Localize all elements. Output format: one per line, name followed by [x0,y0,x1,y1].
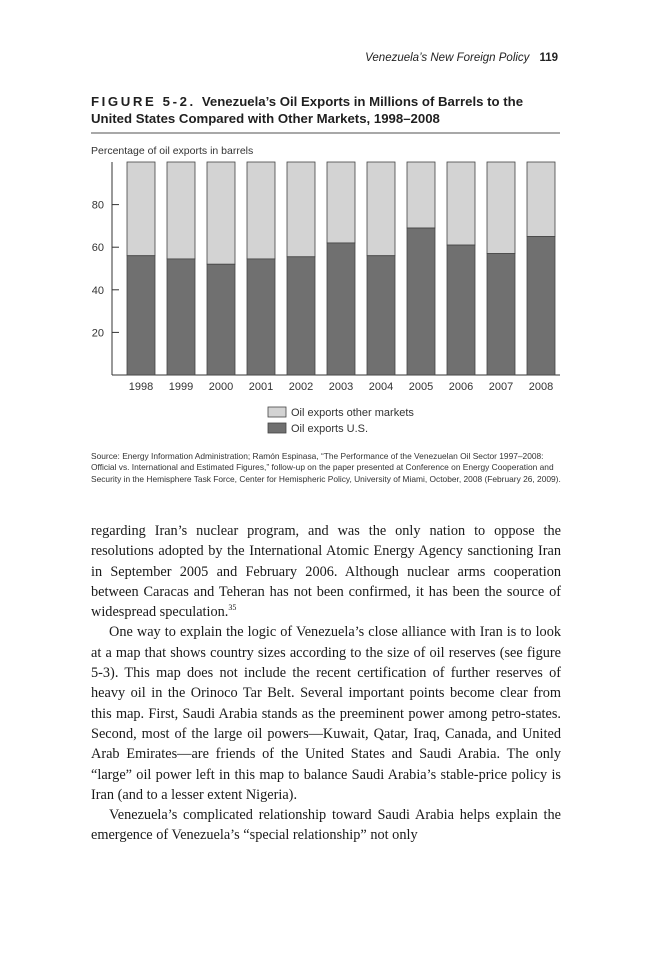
bar-other-markets [247,162,275,259]
bar-other-markets [207,162,235,264]
bar-us [327,243,355,375]
x-tick-label: 2004 [368,381,394,393]
paragraph-1-text: regarding Iran’s nuclear program, and was the only nation to oppose the resolutions adopted by the International Atomic Energy Agency sanctioning Iran in September 2005 and February 2006. Although nuclear arms cooperation between Caracas and Teheran has not been confirmed, it has been the source of widespread speculation. [91,523,561,621]
bar-other-markets [527,162,555,237]
bar-us [367,256,395,375]
figure-number: FIGURE 5-2. [91,94,196,109]
x-tick-label: 2000 [208,381,234,393]
legend-swatch [268,407,286,417]
y-tick-label: 20 [91,327,104,340]
paragraph-1 [91,521,561,622]
page-number: 119 [539,52,558,64]
footnote-ref: 35 [228,603,237,613]
x-tick-label: 1999 [168,381,194,393]
x-tick-label: 2008 [528,381,554,393]
legend-swatch [268,423,286,433]
bar-us [167,259,195,375]
bar-other-markets [447,162,475,245]
bar-us [207,264,235,375]
bar-other-markets [287,162,315,257]
x-tick-label: 2003 [328,381,354,393]
bar-us [127,256,155,375]
bar-us [407,228,435,375]
x-tick-label: 2005 [408,381,434,393]
chart-legend [268,407,414,435]
chart-y-axis-label: Percentage of oil exports in barrels [91,145,254,157]
bar-us [527,237,555,375]
paragraph-3: Venezuela’s complicated relationship toward Saudi Arabia helps explain the emergence of Venezuela’s “special relationship” not only [91,807,561,844]
legend-label: Oil exports other markets [291,407,414,419]
figure-source: Source: Energy Information Administration; Ramón Espinasa, “The Performance of the Venezuelan Oil Sector 1997–2008: Official vs. International and Estimated Figures,” follow-up on the paper presented at Conference on Energy Cooperation and Security in the Hemisphere Task Force, Center for Hemispheric Policy, University of Miami, October, 2008 (February 26, 2009). [91,451,561,484]
figure-title: Venezuela’s Oil Exports in Millions of Barrels to the United States Compared with Other Markets, 1998–2008 [91,94,524,126]
body-text [91,521,561,846]
y-tick-label: 40 [91,284,104,297]
running-title: Venezuela’s New Foreign Policy [365,52,530,64]
bar-other-markets [127,162,155,256]
bar-other-markets [367,162,395,256]
y-tick-label: 80 [91,199,104,212]
bar-us [447,245,475,375]
bar-us [287,257,315,375]
x-tick-label: 2002 [288,381,314,393]
x-tick-label: 2001 [248,381,274,393]
y-tick-label: 60 [91,242,104,255]
bar-other-markets [167,162,195,259]
plot-area [92,162,560,393]
x-tick-label: 2007 [488,381,514,393]
x-tick-label: 1998 [128,381,154,393]
bar-us [487,254,515,375]
bar-other-markets [327,162,355,243]
paragraph-2: One way to explain the logic of Venezuela’s close alliance with Iran is to look at a map that shows country sizes according to the size of oil reserves (see figure 5-3). This map does not include the recent certification of further reserves of heavy oil in the Orinoco Tar Belt. Several important points become clear from this map. First, Saudi Arabia stands as the preeminent power among petro-states. Second, most of the large oil powers—Kuwait, Qatar, Iraq, Canada, and United Arab Emirates—are friends of the United States and Saudi Arabia. The only “large” oil power left in this map to balance Saudi Arabia’s stable-price policy is Iran (and to a lesser extent Nigeria). [91,624,561,803]
bar-us [247,259,275,375]
legend-label: Oil exports U.S. [291,423,369,435]
bar-chart [0,0,650,450]
bar-other-markets [487,162,515,254]
x-tick-label: 2006 [448,381,474,393]
bar-other-markets [407,162,435,228]
